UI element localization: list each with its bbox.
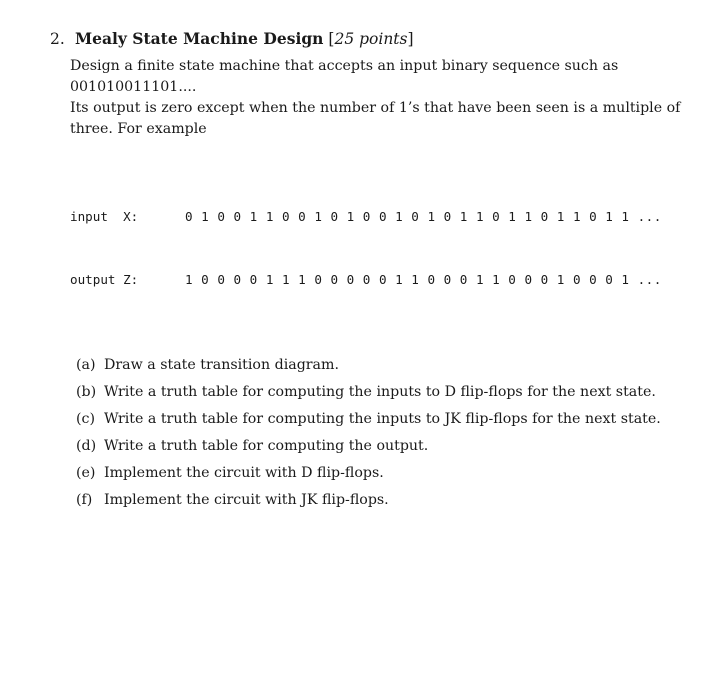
problem-part-e bbox=[76, 460, 690, 487]
problem-part-d bbox=[76, 433, 690, 460]
problem-title: Mealy State Machine Design bbox=[74, 29, 324, 48]
output-sequence-row bbox=[70, 269, 690, 290]
problem-part-a bbox=[76, 352, 690, 379]
input-sequence-label: input X: bbox=[70, 209, 139, 224]
part-text: Implement the circuit with JK flip-flops. bbox=[104, 492, 389, 508]
part-text: Implement the circuit with D flip-flops. bbox=[104, 465, 384, 481]
intro-line: three. For example bbox=[70, 121, 207, 137]
part-text: Draw a state transition diagram. bbox=[104, 357, 339, 373]
problem-body bbox=[70, 56, 690, 514]
problem-part-c bbox=[76, 406, 690, 433]
problem-parts-list bbox=[76, 352, 690, 514]
problem-part-b bbox=[76, 379, 690, 406]
output-sequence-value: 1 0 0 0 0 1 1 1 0 0 0 0 0 1 1 0 0 0 1 1 0 0 0 1 0 0 0 1 ... bbox=[185, 272, 662, 287]
intro-line: Design a finite state machine that accepts an input binary sequence such as 001010011101.... bbox=[70, 58, 619, 95]
problem-heading bbox=[50, 28, 690, 50]
part-text: Write a truth table for computing the inputs to D flip-flops for the next state. bbox=[104, 384, 656, 400]
part-mark: (d) bbox=[76, 438, 97, 454]
input-sequence-row bbox=[70, 206, 690, 227]
output-sequence-label: output Z: bbox=[70, 272, 139, 287]
part-mark: (e) bbox=[76, 465, 96, 481]
part-mark: (b) bbox=[76, 384, 97, 400]
points-bracket-close: ] bbox=[407, 30, 414, 48]
part-mark: (a) bbox=[76, 357, 96, 373]
problem-2 bbox=[50, 28, 690, 514]
example-sequences bbox=[70, 164, 690, 332]
input-sequence-value: 0 1 0 0 1 1 0 0 1 0 1 0 0 1 0 1 0 1 1 0 1 1 0 1 1 0 1 1 ... bbox=[185, 209, 662, 224]
problem-intro bbox=[70, 56, 690, 140]
intro-line: Its output is zero except when the number of 1’s that have been seen is a multiple of bbox=[70, 100, 681, 116]
problem-points: 25 points bbox=[334, 30, 408, 48]
part-mark: (c) bbox=[76, 411, 96, 427]
part-text: Write a truth table for computing the output. bbox=[104, 438, 429, 454]
part-text: Write a truth table for computing the inputs to JK flip-flops for the next state. bbox=[104, 411, 661, 427]
problem-number: 2. bbox=[50, 30, 65, 48]
problem-part-f bbox=[76, 487, 690, 514]
part-mark: (f) bbox=[76, 492, 93, 508]
points-bracket-open: [ bbox=[328, 30, 335, 48]
